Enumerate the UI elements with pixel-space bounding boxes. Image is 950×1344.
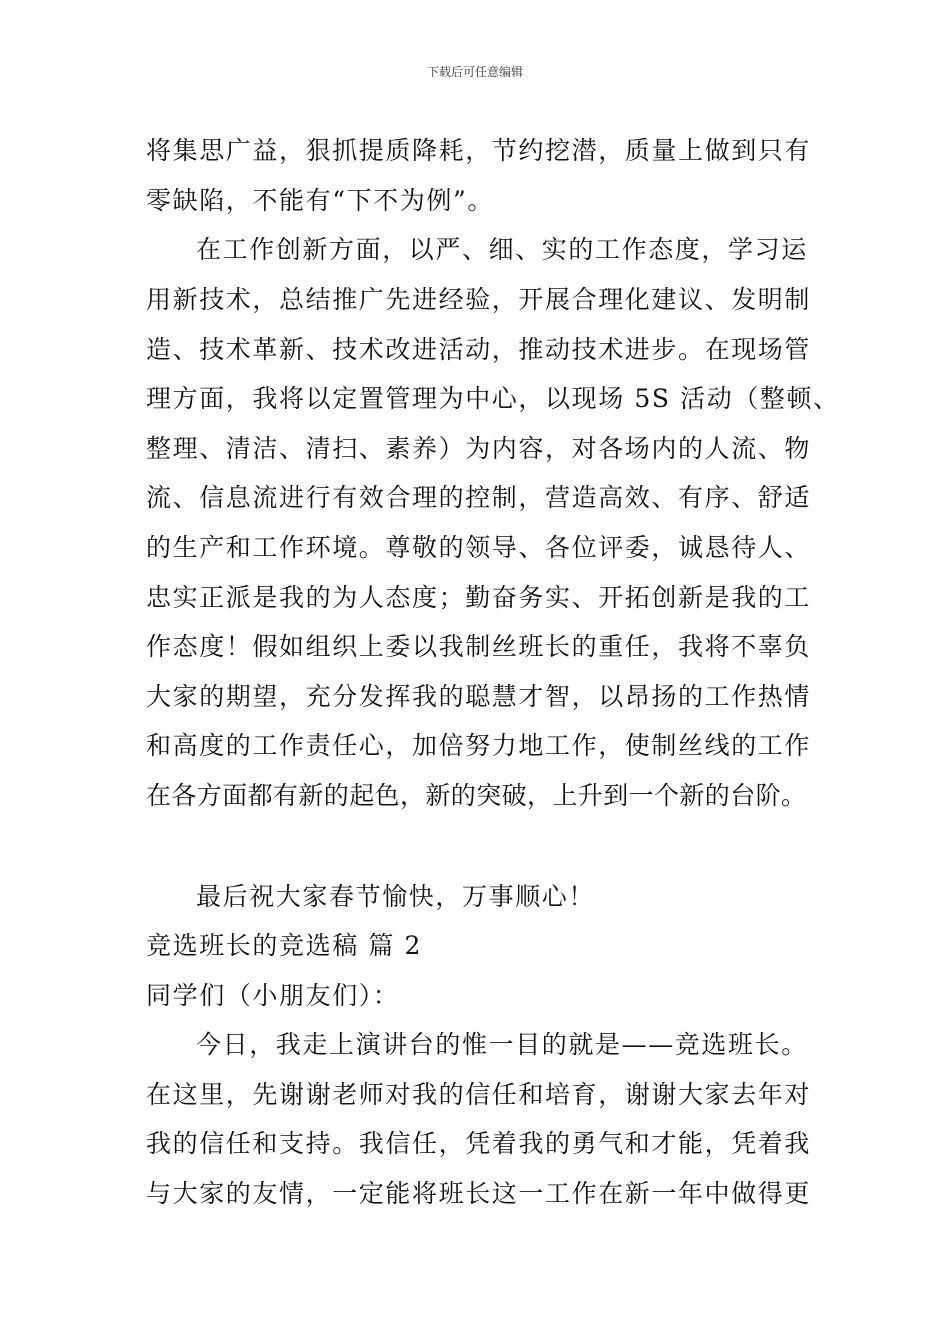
text-line: 大家的期望，充分发挥我的聪慧才智，以昂扬的工作热情	[146, 682, 812, 711]
text-line: 在工作创新方面，以严、细、实的工作态度，学习运	[196, 235, 808, 264]
text-line: 在这里，先谢谢老师对我的信任和培育，谢谢大家去年对	[146, 1080, 812, 1109]
text-line: 理方面，我将以定置管理为中心，以现场 5S 活动（整顿、	[146, 384, 840, 413]
text-line: 今日，我走上演讲台的惟一目的就是——竞选班长。	[196, 1030, 808, 1059]
text-line: 将集思广益，狠抓提质降耗，节约挖潜，质量上做到只有	[146, 136, 812, 165]
text-line: 和高度的工作责任心，加倍努力地工作，使制丝线的工作	[146, 731, 812, 760]
text-line: 零缺陷，不能有“下不为例”。	[146, 186, 494, 215]
text-line: 在各方面都有新的起色，新的突破，上升到一个新的台阶。	[146, 781, 807, 810]
text-line: 造、技术革新、技术改进活动，推动技术进步。在现场管	[146, 335, 812, 364]
text-line: 作态度！假如组织上委以我制丝班长的重任，我将不辜负	[146, 632, 812, 661]
page-header: 下载后可任意编辑	[426, 65, 523, 79]
text-line: 忠实正派是我的为人态度；勤奋务实、开拓创新是我的工	[146, 583, 812, 612]
text-line: 流、信息流进行有效合理的控制，营造高效、有序、舒适	[146, 483, 812, 512]
text-line: 用新技术，总结推广先进经验，开展合理化建议、发明制	[146, 285, 812, 314]
salutation: 同学们（小朋友们）：	[146, 981, 400, 1010]
text-line: 与大家的友情，一定能将班长这一工作在新一年中做得更	[146, 1179, 812, 1208]
text-line: 我的信任和支持。我信任，凭着我的勇气和才能，凭着我	[146, 1129, 812, 1158]
text-line: 的生产和工作环境。尊敬的领导、各位评委，诚恳待人、	[146, 533, 812, 562]
section-title: 竞选班长的竞选稿 篇 2	[146, 931, 423, 960]
closing-line: 最后祝大家春节愉快，万事顺心！	[196, 882, 596, 911]
text-line: 整理、清洁、清扫、素养）为内容，对各场内的人流、物	[146, 434, 812, 463]
